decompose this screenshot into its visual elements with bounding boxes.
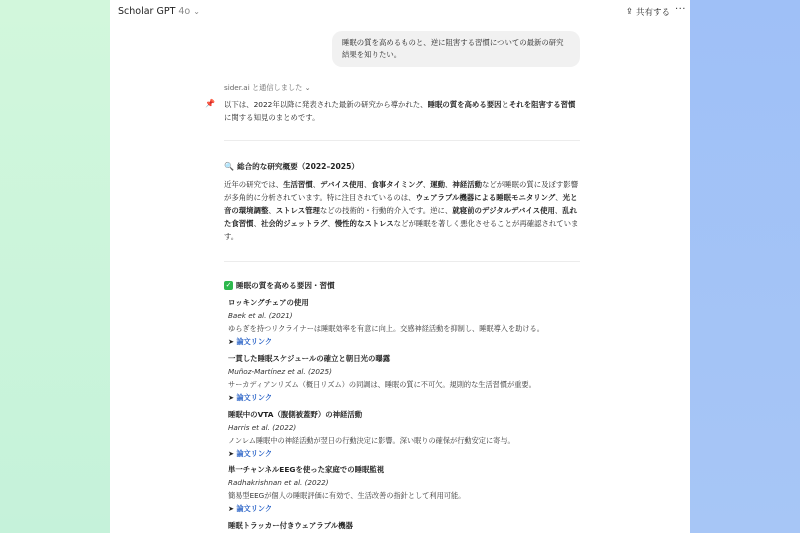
model-version: 4o <box>178 6 191 17</box>
magnifier-icon: 🔍 <box>224 162 234 171</box>
item-description: サーカディアンリズム（概日リズム）の同調は、睡眠の質に不可欠。規則的な生活習慣が重要。 <box>228 380 536 389</box>
item-title: 睡眠中のVTA（腹側被蓋野）の神経活動 <box>228 410 363 419</box>
item-title: 単一チャンネルEEGを使った家庭での睡眠監視 <box>228 465 385 474</box>
divider <box>224 140 580 141</box>
list-item <box>228 463 588 515</box>
paper-link[interactable]: 論文リンク <box>236 504 273 513</box>
top-bar <box>110 0 690 26</box>
paper-link[interactable]: 論文リンク <box>236 337 273 346</box>
paper-link[interactable]: 論文リンク <box>236 393 273 402</box>
item-title: ロッキングチェアの使用 <box>228 298 309 307</box>
paper-link-row: ➤ 論文リンク <box>228 393 273 402</box>
list-item <box>228 408 588 460</box>
share-label: 共有する <box>635 8 670 18</box>
list-item <box>228 519 588 532</box>
chat-window <box>110 0 690 533</box>
item-description: ゆらぎを持つリクライナーは睡眠効率を有意に向上。交感神経活動を抑制し、睡眠導入を助ける。 <box>228 324 544 333</box>
divider <box>224 261 580 262</box>
model-selector[interactable] <box>118 6 200 17</box>
source-line[interactable] <box>224 83 311 93</box>
chevron-down-icon: ⌄ <box>304 83 311 92</box>
paper-link-row: ➤ 論文リンク <box>228 337 273 346</box>
item-title: 睡眠トラッカー付きウェアラブル機器 <box>228 521 353 530</box>
more-options-button[interactable]: ··· <box>674 4 686 15</box>
paper-link-row: ➤ 論文リンク <box>228 449 273 458</box>
paper-link-row: ➤ 論文リンク <box>228 504 273 513</box>
item-author: Harris et al. (2022) <box>228 423 297 432</box>
paper-link[interactable]: 論文リンク <box>236 449 273 458</box>
share-button[interactable] <box>626 6 670 18</box>
share-icon: ⇪ <box>625 7 633 17</box>
overview-heading: 🔍 総合的な研究概要（2022–2025） <box>224 162 359 171</box>
right-background <box>690 0 800 533</box>
list-item <box>228 296 588 348</box>
item-author: Muñoz-Martínez et al. (2025) <box>228 367 332 376</box>
item-author: Baek et al. (2021) <box>228 311 293 320</box>
item-description: ノンレム睡眠中の神経活動が翌日の行動決定に影響。深い眠りの確保が行動安定に寄与。 <box>228 436 515 445</box>
pin-icon: 📌 <box>205 99 215 108</box>
model-name: Scholar GPT <box>118 6 176 17</box>
check-icon: ✓ <box>225 281 232 289</box>
source-text: sider.ai と通信しました <box>224 83 303 92</box>
overview-paragraph: 近年の研究では、生活習慣、デバイス使用、食事タイミング、運動、神経活動などが睡眠の質に及ぼす影響が多角的に分析されています。特に注目されているのは、ウェアラブル機器による睡眠モニタリング、光と音の環境調整、ストレス管理などの技術的・行動的介入です。逆に、就寝前のデジタルデバイス使用、乱れた食習慣、社会的ジェットラグ、慢性的なストレスなどが睡眠を著しく悪化させることが再確認されています。 <box>224 180 579 241</box>
item-description: 簡易型EEGが個人の睡眠評価に有効で、生活改善の指針として利用可能。 <box>228 491 466 500</box>
list-item <box>228 352 588 404</box>
left-background <box>0 0 110 533</box>
item-title: 一貫した睡眠スケジュールの確立と朝日光の曝露 <box>228 354 391 363</box>
item-author: Radhakrishnan et al. (2022) <box>228 478 329 487</box>
chevron-down-icon: ⌄ <box>193 7 200 16</box>
intro-paragraph: 以下は、2022年以降に発表された最新の研究から導かれた、睡眠の質を高める要因とそれを阻害する習慣に関する知見のまとめです。 <box>224 100 576 122</box>
good-factors-heading: ✓ 睡眠の質を高める要因・習慣 <box>225 281 335 290</box>
user-message: 睡眠の質を高めるものと、逆に阻害する習慣についての最新の研究結果を知りたい。 <box>332 31 580 67</box>
